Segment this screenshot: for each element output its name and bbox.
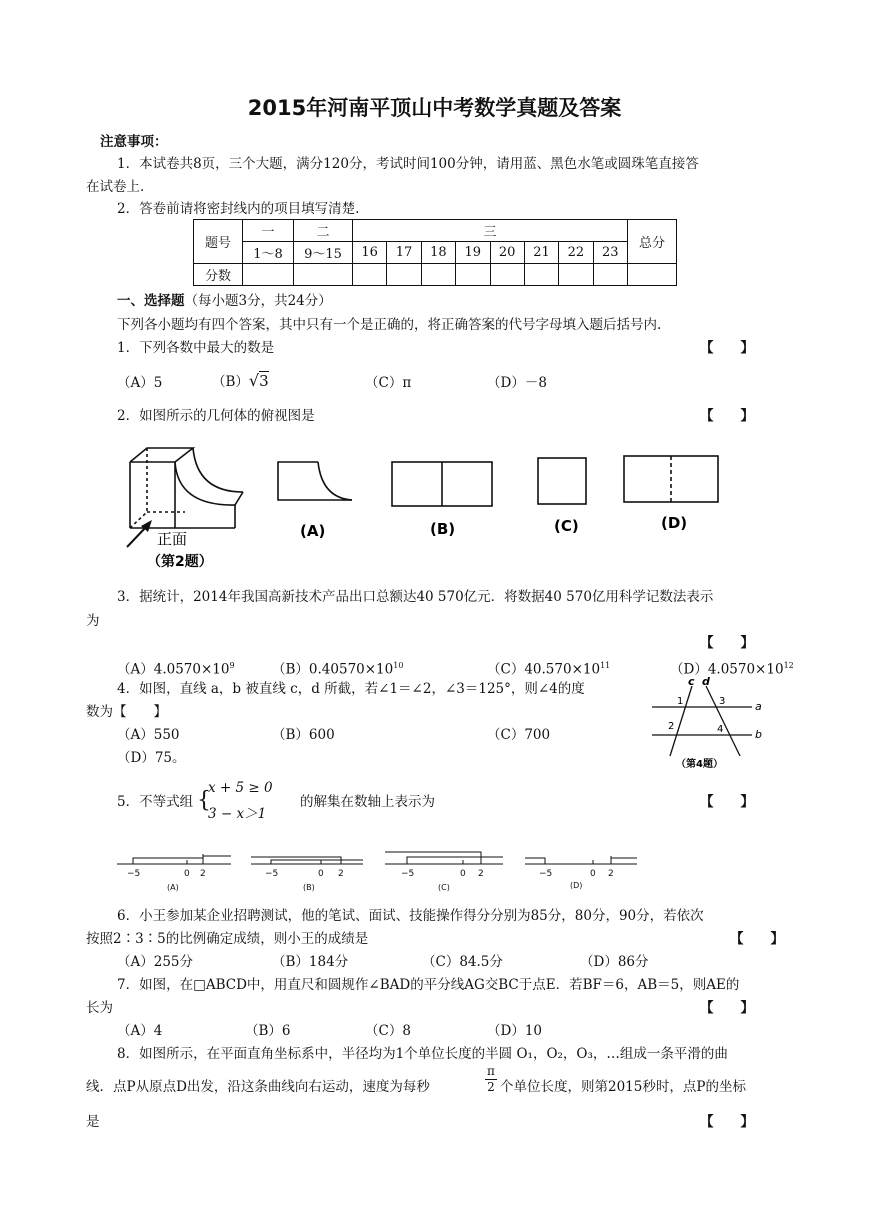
score-table-col: 21 [524,242,558,264]
q3-option-a: $(A)4.0570\times 10^9$ [117,661,235,678]
q2-label-c: (C) [554,517,579,535]
q5-c-tick-2: 2 [478,869,484,879]
q7-option-d: （D）10 [487,1023,543,1039]
q5-c-tick-neg5: −5 [401,869,415,879]
q1-answer-bracket[interactable]: 【 】 [700,340,754,356]
q5-label-c: (C) [438,883,450,892]
q1-option-c: （C）π [365,375,412,391]
score-table-group-3: 三 [353,220,628,242]
q5-c-tick-0: 0 [460,869,466,879]
q3-answer-bracket[interactable]: 【 】 [700,635,754,651]
q4-lines [652,686,752,756]
q4-angle-2: 2 [668,721,675,732]
q5-d-tick-0: 0 [590,869,596,879]
score-table-group-1: 一 [243,220,294,242]
q8-stem-b-pre: 线．点P从原点D出发，沿这条曲线向右运动，速度为每秒 [86,1079,430,1095]
q5-number-lines [115,848,645,894]
q4-angle-1: 1 [677,696,684,707]
q5-a-tick-2: 2 [200,869,206,879]
q7-option-b: （B）6 [245,1023,291,1039]
q5-option-b-axis [251,857,363,864]
score-cell[interactable] [490,264,524,286]
q5-b-tick-2: 2 [338,869,344,879]
score-cell[interactable] [559,264,593,286]
q6-option-a: （A）255分 [117,954,194,970]
q8-fraction-denominator: 2 [487,1080,495,1094]
score-table-col: 19 [456,242,490,264]
q5-answer-bracket[interactable]: 【 】 [700,794,754,810]
notice-heading: 注意事项： [100,134,168,150]
q5-a-tick-0: 0 [184,869,190,879]
q5-label-a: (A) [167,883,179,892]
q2-figure [115,440,735,575]
q6-option-d: （D）86分 [580,954,649,970]
score-cell[interactable] [294,264,353,286]
q1-option-a: （A）5 [117,375,163,391]
q2-solid-drawing [130,448,243,528]
q7-option-c: （C）8 [365,1023,411,1039]
q5-d-tick-2: 2 [608,869,614,879]
q5-inequality-1: x + 5 ≥ 0 [208,780,273,796]
section-instruction: 下列各小题均有四个答案，其中只有一个是正确的，将正确答案的代号字母填入题后括号内. [117,317,662,333]
q4-stem: 4．如图，直线 a，b 被直线 c，d 所截，若∠1＝∠2，∠3＝125°，则∠4的度 [117,681,585,697]
score-cell[interactable] [353,264,387,286]
score-cell[interactable] [628,264,677,286]
q7-stem-cont: 长为 [86,1000,113,1016]
q3-stem: 3．据统计，2014年我国高新技术产品出口总额达40 570亿元．将数据40 570亿用科学记数法表示 [117,589,714,605]
q3-option-c: $(C)40.570\times 10^{11}$ [487,661,611,678]
q6-stem: 6．小王参加某企业招聘测试，他的笔试、面试、技能操作得分分别为85分，80分，90分，若依次 [117,908,704,924]
score-cell[interactable] [387,264,421,286]
score-table-col: 18 [421,242,455,264]
score-cell[interactable] [524,264,558,286]
q5-option-a-axis [117,854,231,864]
q2-stem: 2．如图所示的几何体的俯视图是 [117,408,315,424]
q7-option-a: （A）4 [117,1023,163,1039]
q5-label-d: (D) [570,881,583,890]
q5-label-b: (B) [303,883,315,892]
q2-answer-bracket[interactable]: 【 】 [700,408,754,424]
q4-angle-4: 4 [717,724,724,735]
q6-option-b: （B）184分 [272,954,349,970]
score-table-range-1: 1～8 [243,242,294,264]
score-table-col: 20 [490,242,524,264]
q5-b-tick-neg5: −5 [265,869,279,879]
score-cell[interactable] [421,264,455,286]
section-note: （每小题3分，共24分） [184,293,332,309]
q3-option-d: $(D)4.0570\times 10^{12}$ [670,661,794,678]
q5-d-tick-neg5: −5 [539,869,553,879]
q8-fraction-numerator: π [485,1064,497,1080]
notice-item-1: 1．本试卷共8页，三个大题，满分120分，考试时间100分钟，请用蓝、黑色水笔或圆珠笔直接答 [117,156,699,172]
q5-stem-pre: 5．不等式组 [117,794,194,810]
q1-option-d: （D）－8 [487,375,547,391]
score-table-range-2: 9～15 [294,242,353,264]
q6-option-c: （C）84.5分 [422,954,503,970]
q4-stem-cont: 数为【 】 [86,704,167,720]
page-title: 2015年河南平顶山中考数学真题及答案 [247,96,622,120]
q4-angle-3: 3 [719,696,726,707]
q3-option-b: $(B)0.40570\times 10^{10}$ [272,661,404,678]
q2-option-d-shape [624,456,718,502]
q3-stem-cont: 为 [86,613,100,629]
q2-option-a-shape [278,462,352,500]
q5-brace: { [197,788,211,813]
q4-label-d: d [702,675,710,688]
q4-label-c: c [688,675,695,688]
score-table-col: 17 [387,242,421,264]
q4-option-c: （C）700 [487,727,551,743]
score-table [193,219,677,286]
q8-answer-bracket[interactable]: 【 】 [700,1114,754,1130]
q5-stem-post: 的解集在数轴上表示为 [300,794,435,810]
score-table-score-label: 分数 [194,264,243,286]
notice-item-1-cont: 在试卷上. [86,179,145,195]
q4-option-d: （D）75。 [117,750,186,766]
q4-figure [640,674,770,770]
score-table-header: 题号 [194,220,243,264]
section-title: 一、选择题 [117,293,185,309]
q6-answer-bracket[interactable]: 【 】 [730,931,784,947]
q8-fraction [485,1064,497,1095]
q8-stem: 8．如图所示，在平面直角坐标系中，半径均为1个单位长度的半圆 O₁，O₂，O₃，…组成一条平滑的曲 [117,1046,728,1062]
score-cell[interactable] [456,264,490,286]
q7-stem: 7．如图，在□ABCD中，用直尺和圆规作∠BAD的平分线AG交BC于点E．若BF＝6，AB＝5，则AE的 [117,977,740,993]
q4-option-a: （A）550 [117,727,180,743]
q8-stem-b-post: 个单位长度，则第2015秒时，点P的坐标 [500,1079,746,1095]
q2-label-a: (A) [300,522,326,540]
section-heading [117,292,332,310]
score-cell[interactable] [593,264,627,286]
score-table-col: 23 [593,242,627,264]
q1-option-b: （B）√3 [212,371,269,390]
q6-stem-cont: 按照2∶3∶5的比例确定成绩，则小王的成绩是 [86,931,369,947]
q5-option-c-axis [385,852,503,864]
q5-a-tick-neg5: −5 [127,869,141,879]
q2-label-b: (B) [430,520,456,538]
q5-b-tick-0: 0 [318,869,324,879]
q4-caption: （第4题） [676,759,723,770]
q7-answer-bracket[interactable]: 【 】 [700,1000,754,1016]
q5-option-d-axis [525,856,637,864]
q1-stem: 1．下列各数中最大的数是 [117,340,275,356]
q2-label-d: (D) [661,514,688,532]
score-table-col: 22 [559,242,593,264]
q4-label-b: b [755,728,762,741]
q2-option-b-shape [392,462,492,506]
score-table-total: 总分 [628,220,677,264]
q4-label-a: a [755,700,762,713]
q8-stem-c: 是 [86,1114,100,1130]
q2-front-label: 正面 [157,530,188,548]
q2-caption: （第2题） [147,554,213,570]
score-cell[interactable] [243,264,294,286]
q5-inequality-2: 3 − x＞1 [208,806,267,822]
notice-item-2: 2．答卷前请将密封线内的项目填写清楚. [117,201,360,217]
score-table-group-2: 二 [294,220,353,242]
q4-option-b: （B）600 [272,727,335,743]
score-table-col: 16 [353,242,387,264]
q2-option-c-shape [538,458,586,504]
